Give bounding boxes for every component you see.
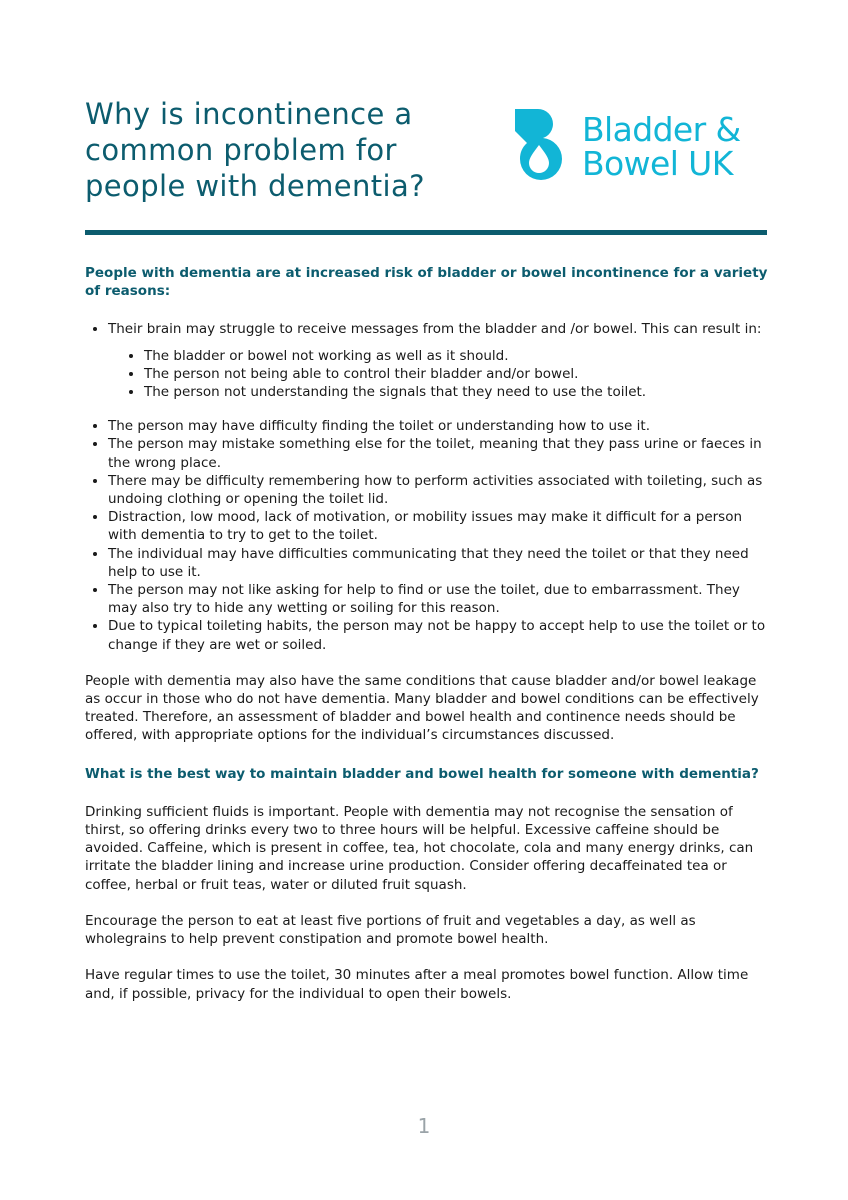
list-item: • Distraction, low mood, lack of motivation, or mobility issues may make it difficult for a person with dementia to try to get to the toilet. [108, 508, 771, 544]
header-divider [85, 230, 767, 235]
page-number: 1 [417, 1114, 431, 1138]
section-heading-maintain: What is the best way to maintain bladder and bowel health for someone with dementia? [85, 765, 759, 782]
list-item [108, 320, 771, 401]
sub-list [108, 347, 771, 402]
logo-line1: Bladder & [582, 110, 741, 149]
list-item: • The individual may have difficulties communicating that they need the toilet or that they need help to use it. [108, 545, 771, 581]
list-item: • The person may not like asking for help to find or use the toilet, due to embarrassment. They may also try to hide any wetting or soiling for this reason. [108, 581, 771, 617]
list-item: • The person may have difficulty finding the toilet or understanding how to use it. [108, 417, 771, 435]
section-heading-risk: People with dementia are at increased risk of bladder or bowel incontinence for a variety of reasons: [85, 265, 768, 300]
list-item-text: Their brain may struggle to receive messages from the bladder and /or bowel. This can result in: [108, 321, 762, 338]
logo-wordmark [582, 110, 741, 183]
logo-line2: Bowel UK [582, 144, 733, 183]
page-title: Why is incontinence a common problem for people with dementia? [85, 97, 425, 203]
paragraph-conditions: People with dementia may also have the same conditions that cause bladder and/or bowel leakage as occur in those who do not have dementia. Many bladder and bowel conditions can be effectively treated. Therefore, an assessment of bladder and bowel health and continence needs should be offered, with appropriate options for the individual’s circumstances discussed. [85, 672, 759, 744]
sub-list-item: • The bladder or bowel not working as well as it should. [144, 347, 771, 365]
bladder-bowel-logo-icon [512, 107, 568, 183]
paragraph-diet: Encourage the person to eat at least five portions of fruit and vegetables a day, as well as wholegrains to help prevent constipation and promote bowel health. [85, 912, 696, 948]
paragraph-toilet-routine: Have regular times to use the toilet, 30 minutes after a meal promotes bowel function. Allow time and, if possible, privacy for the individual to open their bowels. [85, 967, 749, 1002]
list-item: • There may be difficulty remembering how to perform activities associated with toileting, such as undoing clothing or opening the toilet lid. [108, 472, 771, 508]
brand-logo [512, 107, 772, 185]
paragraph-fluids: Drinking sufficient fluids is important. People with dementia may not recognise the sensation of thirst, so offering drinks every two to three hours will be helpful. Excessive caffeine should be avoided. Caffeine, which is present in coffee, tea, hot chocolate, cola and many energy drinks, can irritate the bladder lining and increase urine production. Consider offering decaffeinated tea or coffee, herbal or fruit teas, water or diluted fruit squash. [85, 803, 754, 893]
list-item: • Due to typical toileting habits, the person may not be happy to accept help to use the toilet or to change if they are wet or soiled. [108, 617, 771, 653]
list-item: • The person may mistake something else for the toilet, meaning that they pass urine or faeces in the wrong place. [108, 435, 771, 471]
main-content [85, 264, 771, 1003]
sub-list-item: • The person not understanding the signals that they need to use the toilet. [144, 383, 771, 401]
reasons-list [85, 320, 771, 653]
sub-list-item: • The person not being able to control their bladder and/or bowel. [144, 365, 771, 383]
